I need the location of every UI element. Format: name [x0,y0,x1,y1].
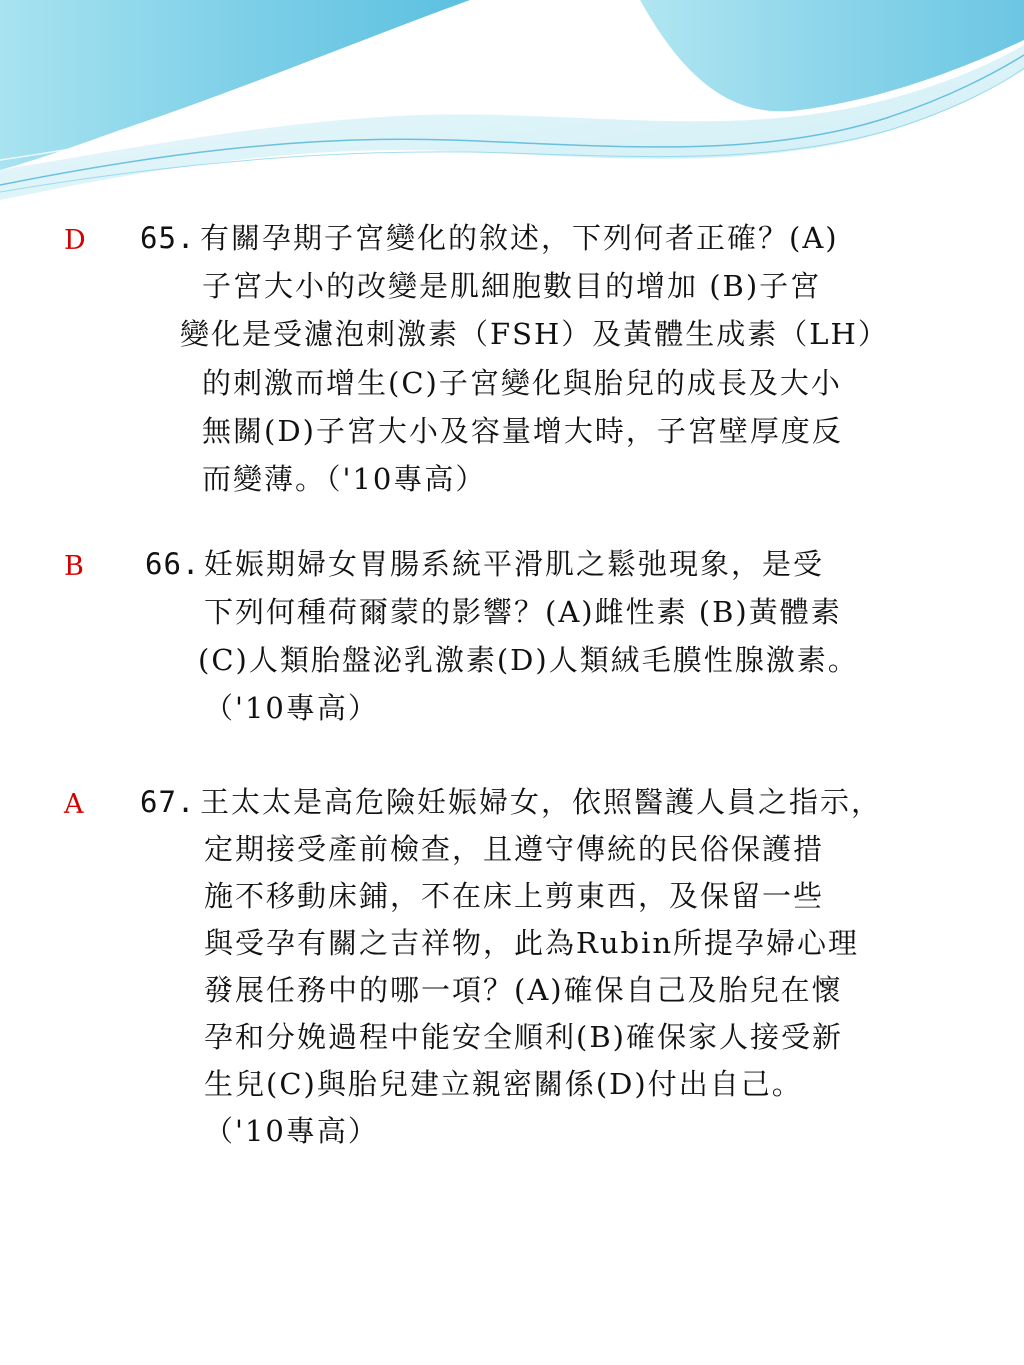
question-line: (C)人類胎盤泌乳激素(D)人類絨毛膜性腺激素。 [198,643,859,677]
question-line: 孕和分娩過程中能安全順利(B)確保家人接受新 [204,1020,843,1054]
answer-label: A [64,789,84,820]
question-line: （'10專高） [204,691,379,725]
question-line: 而變薄。（'10專高） [202,462,487,496]
question-line: 發展任務中的哪一項？(A)確保自己及胎兒在懷 [204,973,843,1007]
answer-label: D [64,225,86,256]
question-line: 與受孕有關之吉祥物，此為Rubin所提孕婦心理 [204,926,860,960]
question-line: 妊娠期婦女胃腸系統平滑肌之鬆弛現象，是受 [204,547,825,581]
question-line: （'10專高） [204,1114,379,1148]
question-line: 生兒(C)與胎兒建立親密關係(D)付出自己。 [204,1067,803,1101]
question-number: 65. [140,221,196,255]
question-line: 施不移動床鋪，不在床上剪東西，及保留一些 [204,879,825,913]
question-number: 67. [140,785,196,819]
question-line: 子宮大小的改變是肌細胞數目的增加 (B)子宮 [202,269,822,303]
header-wave-decoration [0,0,1024,210]
answer-label: B [64,551,84,582]
question-line: 變化是受濾泡刺激素（FSH）及黃體生成素（LH） [180,317,889,351]
question-line: 王太太是高危險妊娠婦女，依照醫護人員之指示， [200,785,883,819]
question-line: 無關(D)子宮大小及容量增大時，子宮壁厚度反 [202,414,843,448]
question-line: 下列何種荷爾蒙的影響？(A)雌性素 (B)黃體素 [204,595,842,629]
question-number: 66. [145,547,201,581]
question-line: 有關孕期子宮變化的敘述，下列何者正確？(A) [200,221,839,255]
question-line: 定期接受產前檢查，且遵守傳統的民俗保護措 [204,832,825,866]
question-line: 的刺激而增生(C)子宮變化與胎兒的成長及大小 [202,366,842,400]
